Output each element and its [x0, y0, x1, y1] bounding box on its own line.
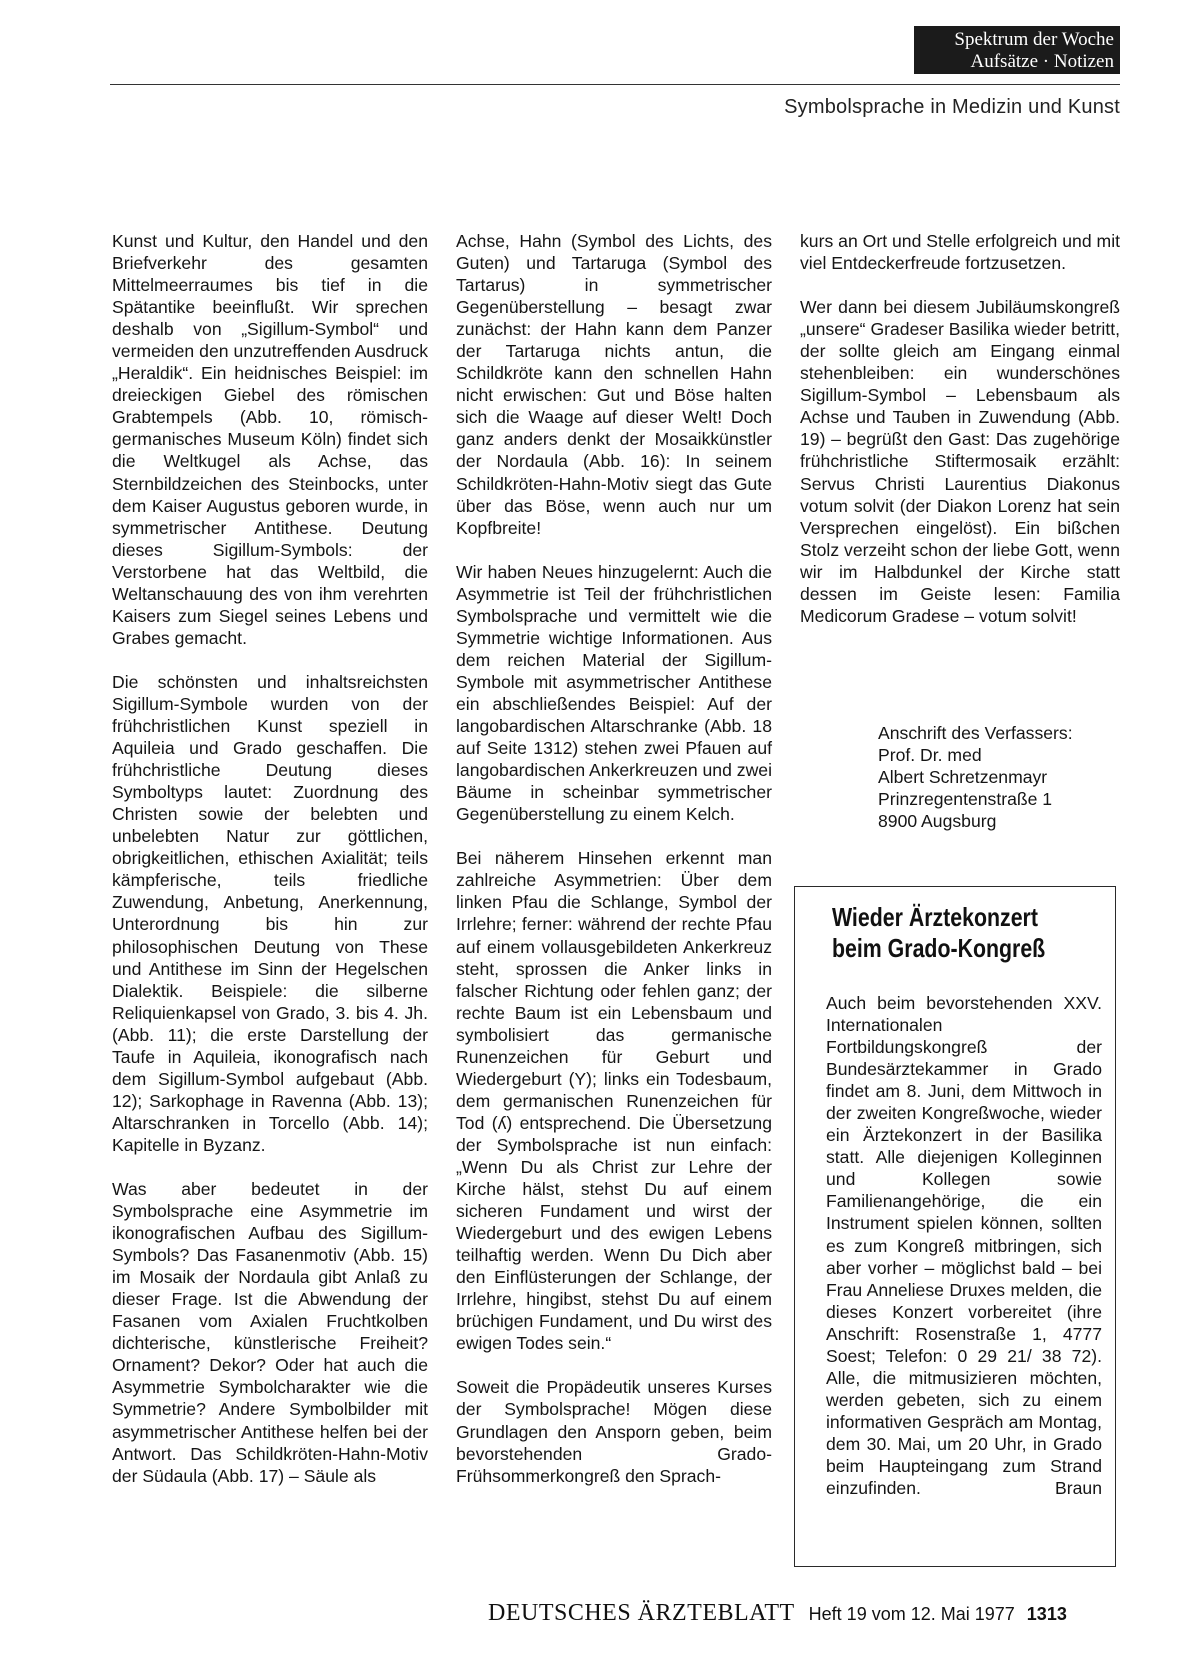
paragraph: Die schönsten und inhaltsreichsten Sigillum-Symbole wurden von der frühchristlichen Kunst speziell in Aquileia und Grado geschaffen. Die frühchristliche Deutung dieses Symboltyps lautet: Zuordnung des Christen sowie der belebten und unbelebten Natur zur göttlichen, obrigkeitlichen, ethischen Axialität; teils kämpferische, teils friedliche Zuwendung, Anbetung, Anerkennung, Unterordnung bis hin zur philosophischen Deutung von These und Antithese im Sinn der Hegelschen Dialektik. Beispiele: die silberne Reliquienkapsel von Grado, 3. bis 4. Jh. (Abb. 11); die erste Darstellung der Taufe in Aquileia, ikonografisch nach dem Sigillum-Symbol aufgebaut (Abb. 12); Sarkophage in Ravenna (Abb. 13); Altarschranken in Torcello (Abb. 14); Kapitelle in Byzanz. [112, 671, 428, 1155]
issue-info: Heft 19 vom 12. Mai 1977 [808, 1604, 1015, 1624]
notice-author: Braun [1055, 1478, 1102, 1499]
page-number: 1313 [1026, 1604, 1067, 1624]
paragraph: Bei näherem Hinsehen erkennt man zahlreiche Asymmetrien: Über dem linken Pfau die Schlange, Symbol der Irrlehre; ferner: während der rechte Pfau auf einem vollausgebildeten Ankerkreuz steht, sprossen die Anker links in falscher Richtung oder fehlen ganz; der rechte Baum ist ein Lebensbaum und symbolisiert das germanische Runenzeichen für Geburt und Wiedergeburt (Y); links ein Todesbaum, dem germanischen Runenzeichen für Tod (ʎ) entsprechend. Die Übersetzung der Symbolsprache ist nun einfach: „Wenn Du als Christ zur Lehre der Kirche hälst, stehst Du auf einem sicheren Fundament und wirst der Wiedergeburt und des ewigen Lebens teilhaftig werden. Wenn Du Dich aber den Einflüsterungen der Schlange, der Irrlehre, hingibst, stehst Du auf einem brüchigen Fundament, und Du wirst des ewigen Todes sein.“ [456, 848, 772, 1354]
paragraph: Was aber bedeutet in der Symbolsprache eine Asymmetrie im ikonografischen Aufbau des Sigillum-Symbols? Das Fasanenmotiv (Abb. 15) im Mosaik der Nordaula gibt Anlaß zu dieser Frage. Ist die Abwendung der Fasanen vom Axialen Fruchtkolben dichterische, künstlerische Freiheit? Ornament? Dekor? Oder hat auch die Asymmetrie Symbolcharakter wie die Symmetrie? Andere Symbolbilder mit asymmetrischer Antithese helfen bei der Antwort. Das Schildkröten-Hahn-Motiv der Südaula (Abb. 17) – Säule als [112, 1179, 428, 1486]
author-address: Anschrift des Verfassers: Prof. Dr. med Albert Schretzenmayr Prinzregentenstraße 1 8900 Augsburg [878, 723, 1073, 832]
notice-text: Auch beim bevorstehenden XXV. Internationalen Fortbildungskongreß der Bundesärztekammer in Grado findet am 8. Juni, dem Mittwoch in der zweiten Kongreßwoche, wieder ein Ärztekonzert in der Basilika statt. Alle diejenigen Kolleginnen und Kollegen sowie Familienangehörige, die ein Instrument spielen können, sollten es zum Kongreß mitbringen, sich aber vorher – möglichst bald – bei Frau Anneliese Druxes melden, die dieses Konzert vorbereitet (ihre Anschrift: Rosenstraße 1, 4777 Soest; Telefon: 0 29 21/ 38 72). Alle, die mitmusizieren möchten, werden gebeten, sich zu einem informativen Gespräch am Montag, dem 30. Mai, um 20 Uhr, in Grado beim Haupteingang zum Strand einzufinden. [826, 993, 1102, 1499]
article-column-2 [456, 230, 772, 1509]
page-footer [488, 1600, 1067, 1627]
article-column-3 [800, 230, 1120, 649]
paragraph: Wer dann bei diesem Jubiläumskongreß „unsere“ Gradeser Basilika wieder betritt, der sollte gleich am Eingang einmal stehenbleiben: ein wunderschönes Sigillum-Symbol – Lebensbaum als Achse und Tauben in Zuwendung (Abb. 19) – begrüßt den Gast: Das zugehörige frühchristliche Stiftermosaik erzählt: Servus Christi Laurentius Diakonus votum solvit (der Diakon Lorenz hat sein Versprechen eingelöst). Ein bißchen Stolz verzeiht schon der liebe Gott, wenn wir im Halbdunkel der Kirche statt dessen im Geiste lesen: Familia Medicorum Gradese – votum solvit! [800, 297, 1120, 626]
section-badge-line2: Aufsätze · Notizen [970, 51, 1114, 72]
notice-title: Wieder Ärztekonzert beim Grado-Kongreß [832, 902, 1046, 963]
paragraph: Kunst und Kultur, den Handel und den Briefverkehr des gesamten Mittelmeerraumes bis tief in die Spätantike beeinflußt. Wir sprechen deshalb von „Sigillum-Symbol“ und vermeiden den unzutreffenden Ausdruck „Heraldik“. Ein heidnisches Beispiel: im dreieckigen Giebel des römischen Grabtempels (Abb. 10, römisch-germanisches Museum Köln) findet sich die Weltkugel als Achse, das Sternbildzeichen des Steinbocks, unter dem Kaiser Augustus geboren wurde, in symmetrischer Antithese. Deutung dieses Sigillum-Symbols: der Verstorbene hat das Weltbild, die Weltanschauung des von ihm verehrten Kaisers zum Siegel seines Lebens und Grabes gemacht. [112, 231, 428, 648]
notice-body [826, 992, 1102, 1499]
paragraph: Wir haben Neues hinzugelernt: Auch die Asymmetrie ist Teil der frühchristlichen Symbolsprache und vermittelt wie die Symmetrie wichtige Informationen. Aus dem reichen Material der Sigillum-Symbole mit asymmetrischer Antithese ein abschließendes Beispiel: Auf der langobardischen Altarschranke (Abb. 18 auf Seite 1312) stehen zwei Pfauen auf langobardischen Ankerkreuzen und zwei Bäume in scheinbar symmetrischer Gegenüberstellung zu einem Kelch. [456, 561, 772, 825]
header-rule [110, 84, 1120, 85]
section-badge-line1: Spektrum der Woche [954, 29, 1114, 50]
paragraph: Achse, Hahn (Symbol des Lichts, des Guten) und Tartaruga (Symbol des Tartarus) in symmetrischer Gegenüberstellung – besagt zwar zunächst: der Hahn kann dem Panzer der Tartaruga nichts antun, die Schildkröte kann den schnellen Hahn nicht erwischen: Gut und Böse halten sich die Waage auf dieser Welt! Doch ganz anders denkt der Mosaikkünstler der Nordaula (Abb. 16): In seinem Schildkröten-Hahn-Motiv siegt das Gute über das Böse, wenn auch nur um Kopfbreite! [456, 231, 772, 538]
paragraph: Soweit die Propädeutik unseres Kurses der Symbolsprache! Mögen diese Grundlagen den Ansporn geben, beim bevorstehenden Grado-Frühsommerkongreß den Sprach- [456, 1377, 772, 1486]
journal-name: DEUTSCHES ÄRZTEBLATT [488, 1600, 795, 1626]
article-column-1 [112, 230, 428, 1509]
section-badge [914, 26, 1120, 74]
running-title: Symbolsprache in Medizin und Kunst [784, 96, 1120, 118]
paragraph: kurs an Ort und Stelle erfolgreich und mit viel Entdeckerfreude fortzusetzen. [800, 231, 1120, 274]
